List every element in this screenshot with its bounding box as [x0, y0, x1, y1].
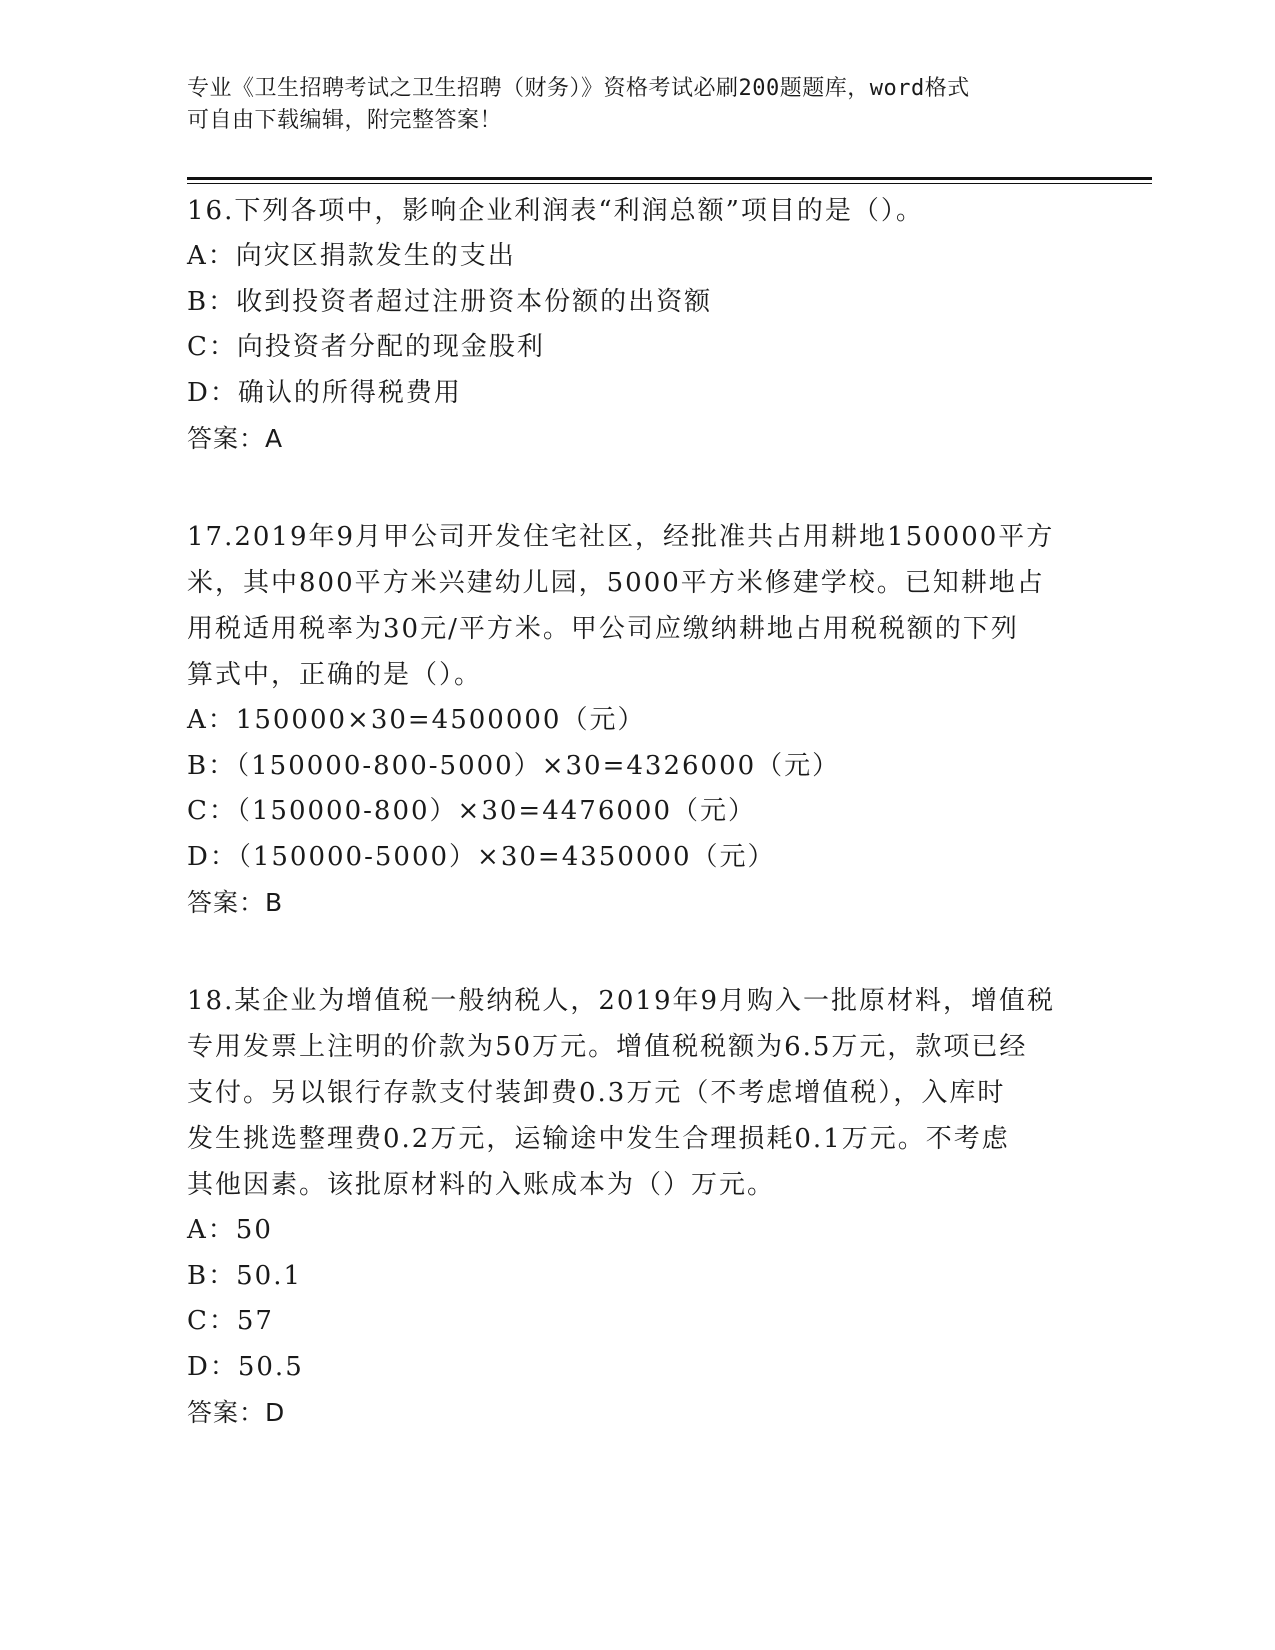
- option-a: A：50: [187, 1215, 273, 1245]
- answer-line: 答案：D: [187, 1398, 286, 1427]
- question-16: [187, 188, 1087, 462]
- option-a: A：向灾区捐款发生的支出: [187, 241, 516, 271]
- answer-line: 答案：A: [187, 424, 284, 453]
- option-d: D：确认的所得税费用: [187, 377, 462, 408]
- question-text-line: 专用发票上注明的价款为50万元。增值税税额为6.5万元，款项已经: [187, 1032, 1028, 1062]
- header-divider-thin: [187, 183, 1152, 184]
- question-text-line: 支付。另以银行存款支付装卸费0.3万元（不考虑增值税），入库时: [187, 1078, 1006, 1108]
- question-spacer: [187, 926, 1087, 978]
- option-d: D：（150000-5000）×30=4350000（元）: [187, 841, 776, 872]
- option-a: A：150000×30=4500000（元）: [187, 705, 646, 735]
- question-text-line: 用税适用税率为30元/平方米。甲公司应缴纳耕地占用税税额的下列: [187, 614, 1019, 644]
- question-text-line: 米，其中800平方米兴建幼儿园，5000平方米修建学校。已知耕地占: [187, 568, 1045, 598]
- header-line-1: 专业《卫生招聘考试之卫生招聘（财务）》资格考试必刷200题题库，word格式: [187, 76, 970, 101]
- option-b: B：（150000-800-5000）×30=4326000（元）: [187, 750, 841, 781]
- question-list: [187, 188, 1087, 1436]
- document-header: [187, 73, 1087, 137]
- question-text-line: 17.2019年9月甲公司开发住宅社区，经批准共占用耕地150000平方: [187, 522, 1055, 552]
- option-c: C：57: [187, 1306, 274, 1336]
- question-17: [187, 514, 1087, 926]
- question-text-line: 18.某企业为增值税一般纳税人，2019年9月购入一批原材料，增值税: [187, 986, 1056, 1016]
- option-c: C：（150000-800）×30=4476000（元）: [187, 796, 757, 826]
- question-text-line: 其他因素。该批原材料的入账成本为（）万元。: [187, 1170, 776, 1200]
- question-spacer: [187, 462, 1087, 514]
- question-text-line: 算式中，正确的是（）。: [187, 660, 483, 690]
- option-b: B：收到投资者超过注册资本份额的出资额: [187, 286, 713, 317]
- question-text-line: 16.下列各项中，影响企业利润表“利润总额”项目的是（）。: [187, 196, 924, 226]
- question-text-line: 发生挑选整理费0.2万元，运输途中发生合理损耗0.1万元。不考虑: [187, 1124, 1010, 1154]
- question-18: [187, 978, 1087, 1436]
- option-c: C：向投资者分配的现金股利: [187, 332, 545, 362]
- answer-line: 答案：B: [187, 888, 284, 917]
- option-b: B：50.1: [187, 1260, 302, 1291]
- option-d: D：50.5: [187, 1351, 304, 1382]
- header-line-2: 可自由下载编辑，附完整答案！: [187, 108, 503, 133]
- header-divider-thick: [187, 177, 1152, 180]
